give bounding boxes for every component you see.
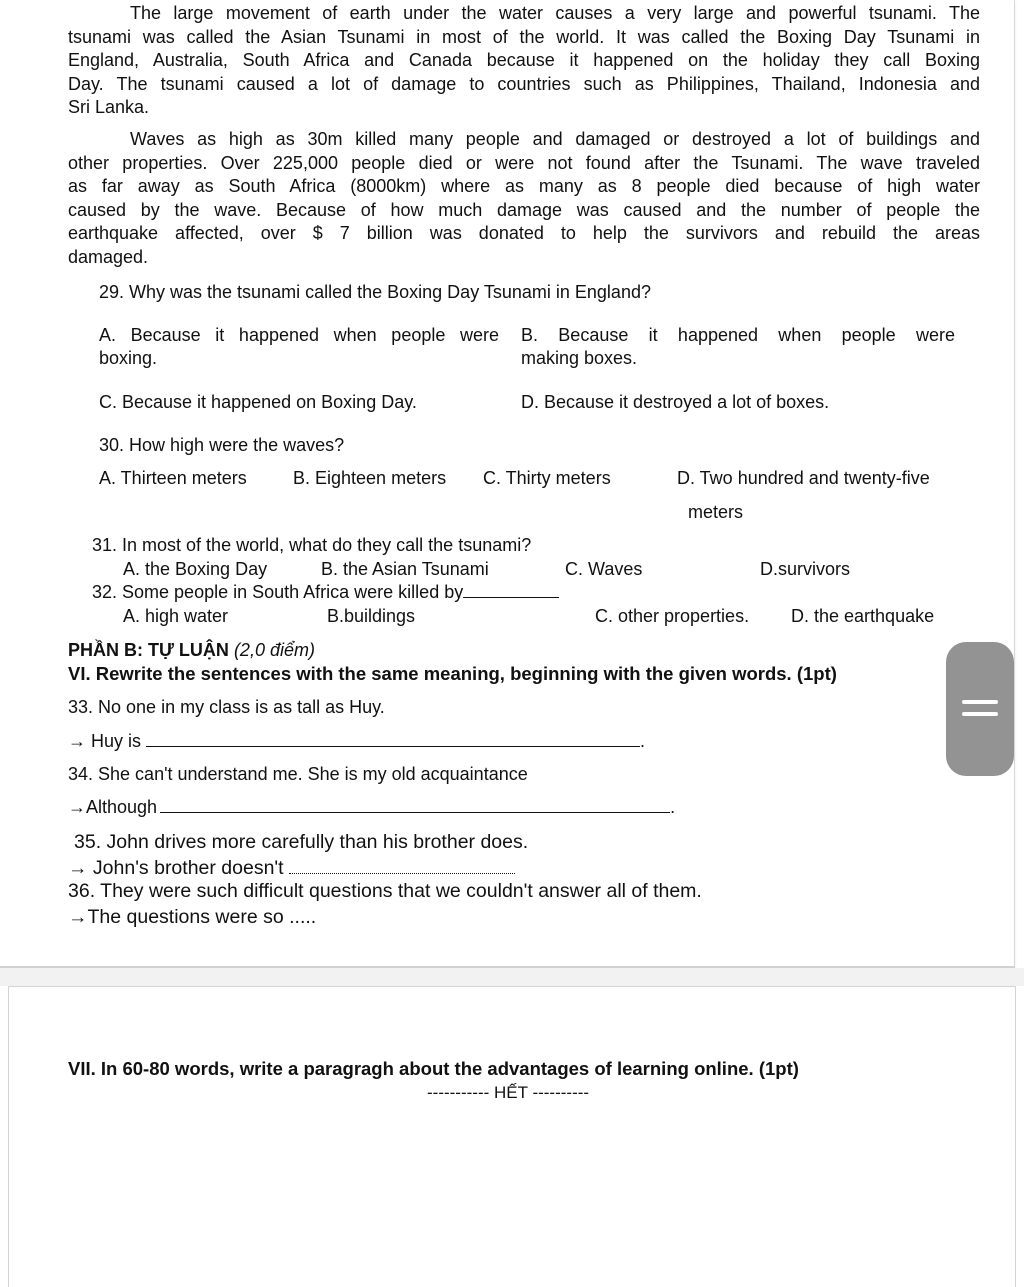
passage-line: as far away as South Africa (8000km) where as many as 8 people died because of high water: [68, 176, 980, 196]
passage-line: Waves as high as 30m killed many people and damaged or destroyed a lot of buildings and: [130, 129, 980, 149]
q29-option-b-line: B. Because it happened when people were: [521, 325, 955, 345]
q29-option-d: D. Because it destroyed a lot of boxes.: [521, 392, 830, 412]
question-34: 34. She can't understand me. She is my old acquaintance: [68, 764, 528, 784]
question-33: 33. No one in my class is as tall as Huy.: [68, 697, 385, 717]
answer-33: [68, 730, 645, 753]
q29-option-a-line: boxing.: [99, 348, 158, 368]
q32-option-b: B.buildings: [327, 606, 416, 626]
answer-34: [68, 796, 675, 819]
question-30: 30. How high were the waves?: [99, 435, 345, 455]
q29-option-b: [521, 324, 955, 370]
end-marker-left: -----------: [427, 1083, 490, 1102]
q31-option-c: C. Waves: [565, 559, 643, 579]
end-marker: [427, 1081, 589, 1104]
q32-option-c: C. other properties.: [595, 606, 750, 626]
passage-line: The large movement of earth under the water causes a very large and powerful tsunami. The: [130, 3, 980, 23]
question-29: 29. Why was the tsunami called the Boxing Day Tsunami in England?: [99, 282, 651, 302]
q30-option-d-continued: meters: [688, 502, 744, 522]
q32-option-d: D. the earthquake: [791, 606, 935, 626]
answer-35-dotted-line: [289, 859, 515, 874]
question-35: 35. John drives more carefully than his brother does.: [74, 831, 529, 853]
q29-option-a-line: A. Because it happened when people were: [99, 325, 499, 345]
answer-33-end: .: [640, 731, 646, 751]
section-vi-heading: VI. Rewrite the sentences with the same meaning, beginning with the given words. (1pt): [68, 663, 837, 684]
document-page-2: [8, 986, 1016, 1287]
answer-33-blank: [146, 730, 640, 747]
drag-handle-icon: [962, 700, 998, 704]
answer-blank: [463, 581, 559, 598]
passage-line: damaged.: [68, 246, 149, 267]
answer-36: →The questions were so .....: [68, 906, 317, 928]
passage-paragraph-2: [68, 128, 980, 269]
page-gap: [0, 968, 1024, 986]
part-b-points: (2,0 điểm): [233, 640, 315, 660]
passage-line: other properties. Over 225,000 people died or were not found after the Tsunami. The wave traveled: [68, 152, 980, 173]
passage-line: earthquake affected, over $ 7 billion was donated to help the survivors and rebuild the areas: [68, 223, 980, 243]
q32-option-a: A. high water: [123, 606, 229, 626]
passage-line: England, Australia, South Africa and Canada because it happened on the holiday they call Boxing: [68, 50, 980, 70]
end-marker-text: HẾT: [494, 1083, 528, 1102]
answer-35-prompt: → John's brother doesn't: [68, 857, 284, 879]
q30-option-a: A. Thirteen meters: [99, 468, 247, 488]
question-32-text: 32. Some people in South Africa were killed by: [92, 582, 464, 602]
answer-34-prompt: →Although: [68, 797, 158, 817]
q31-option-b: B. the Asian Tsunami: [321, 559, 489, 579]
part-b-title: PHẦN B: TỰ LUẬN: [68, 640, 229, 660]
passage-line: caused by the wave. Because of how much damage was caused and the number of people the: [68, 199, 980, 220]
q31-option-d: D.survivors: [760, 559, 851, 579]
q29-option-c: C. Because it happened on Boxing Day.: [99, 392, 417, 412]
q29-option-a: [99, 324, 499, 370]
passage-paragraph-1: [68, 2, 980, 120]
passage-line: tsunami was called the Asian Tsunami in most of the world. It was called the Boxing Day Tsunami in: [68, 26, 980, 47]
question-32: [92, 581, 559, 604]
answer-34-blank: [160, 796, 670, 813]
drag-handle-icon: [962, 712, 998, 716]
question-36: 36. They were such difficult questions that we couldn't answer all of them.: [68, 880, 702, 902]
q30-option-d: D. Two hundred and twenty-five: [677, 468, 930, 488]
section-vii-heading: VII. In 60-80 words, write a paragragh about the advantages of learning online. (1pt): [68, 1058, 799, 1079]
q31-option-a: A. the Boxing Day: [123, 559, 268, 579]
answer-35: [68, 857, 515, 880]
q30-option-b: B. Eighteen meters: [293, 468, 447, 488]
answer-33-prompt: → Huy is: [68, 731, 142, 751]
q30-option-c: C. Thirty meters: [483, 468, 611, 488]
passage-line: Day. The tsunami caused a lot of damage to countries such as Philippines, Thailand, Indonesia and: [68, 73, 980, 94]
scroll-handle[interactable]: [946, 642, 1014, 776]
answer-34-end: .: [670, 797, 676, 817]
passage-line: Sri Lanka.: [68, 97, 150, 117]
part-b-heading: [68, 639, 315, 662]
question-31: 31. In most of the world, what do they call the tsunami?: [92, 535, 532, 555]
q29-option-b-line: making boxes.: [521, 348, 638, 368]
end-marker-right: ----------: [532, 1083, 590, 1102]
